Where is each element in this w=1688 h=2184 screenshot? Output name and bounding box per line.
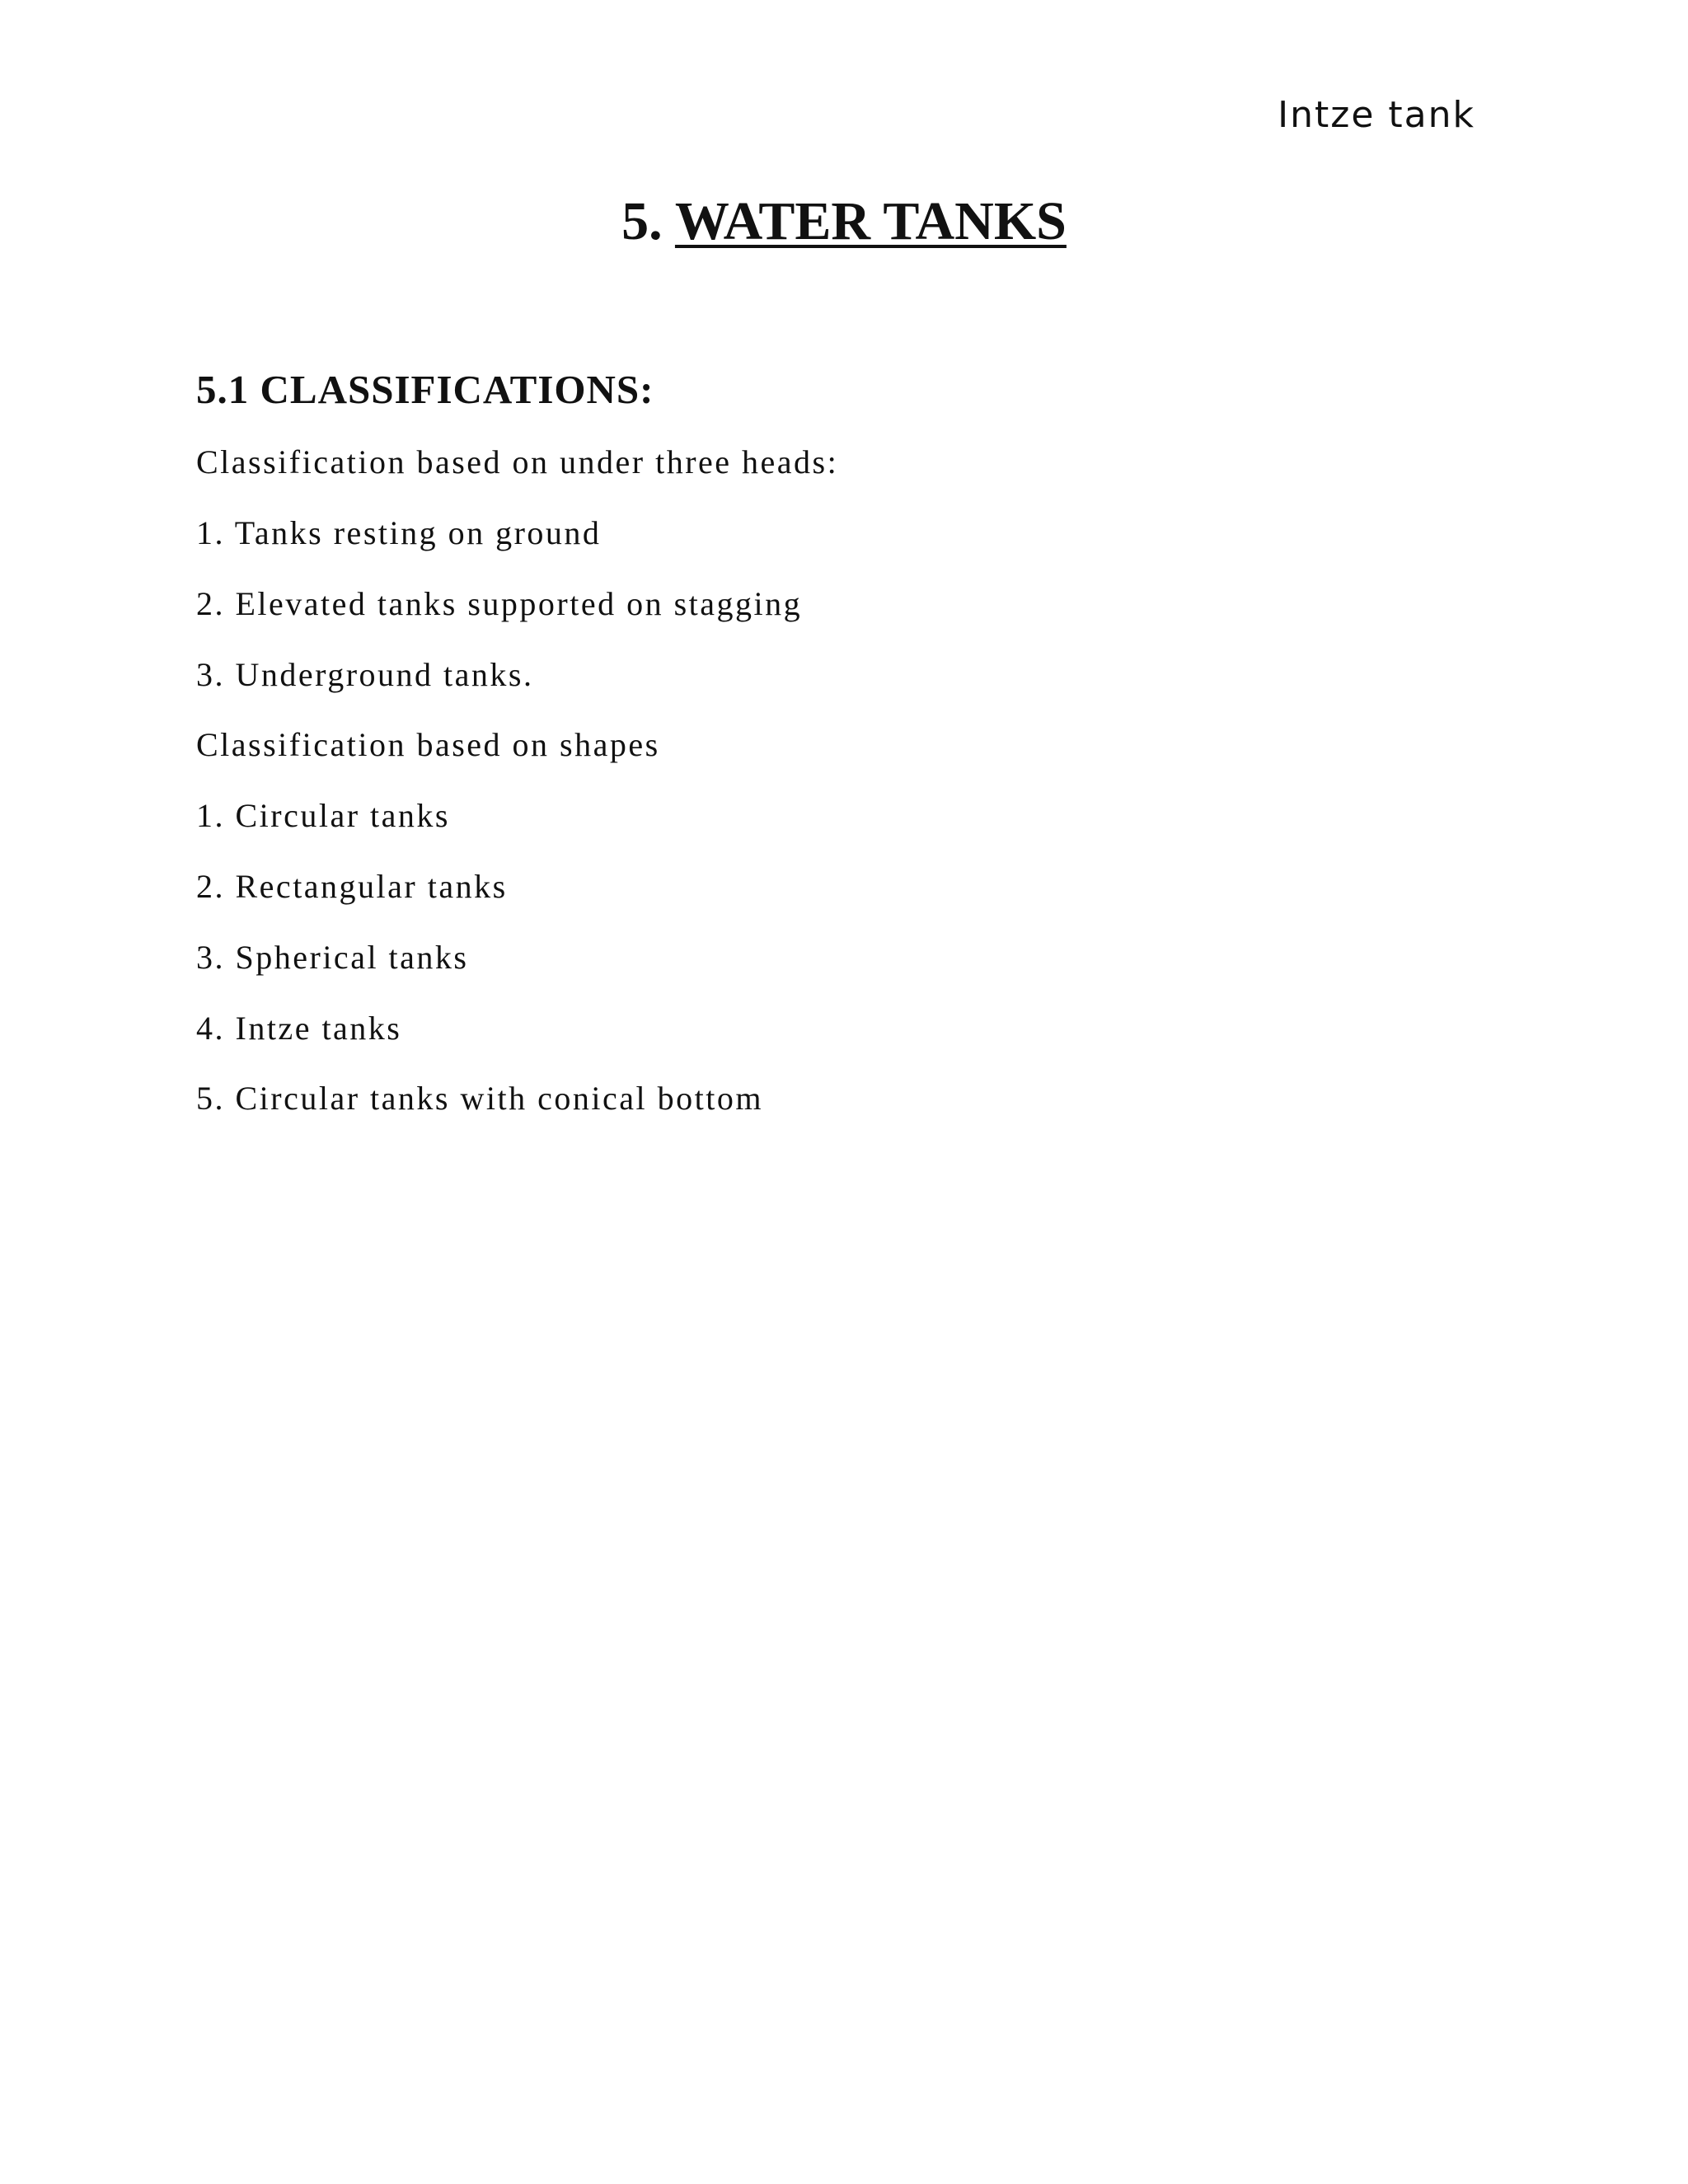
- list-item: 5. Circular tanks with conical bottom: [196, 1080, 763, 1117]
- list-item: 3. Spherical tanks: [196, 939, 469, 976]
- list-item: 1. Circular tanks: [196, 797, 450, 834]
- list-item: 1. Tanks resting on ground: [196, 514, 602, 551]
- list-item: 4. Intze tanks: [196, 1010, 402, 1047]
- title-text: WATER TANKS: [674, 191, 1067, 251]
- list-item: 2. Elevated tanks supported on stagging: [196, 585, 803, 622]
- list-item: 2. Rectangular tanks: [196, 868, 508, 905]
- intro-heads-line: Classification based on under three heads:: [196, 443, 839, 480]
- running-header: Intze tank: [1278, 94, 1475, 136]
- page-title: [0, 191, 1688, 251]
- title-number: 5.: [621, 191, 663, 251]
- intro-shapes-line: Classification based on shapes: [196, 726, 660, 763]
- list-item: 3. Underground tanks.: [196, 656, 534, 693]
- section-heading: 5.1 CLASSIFICATIONS:: [196, 367, 654, 412]
